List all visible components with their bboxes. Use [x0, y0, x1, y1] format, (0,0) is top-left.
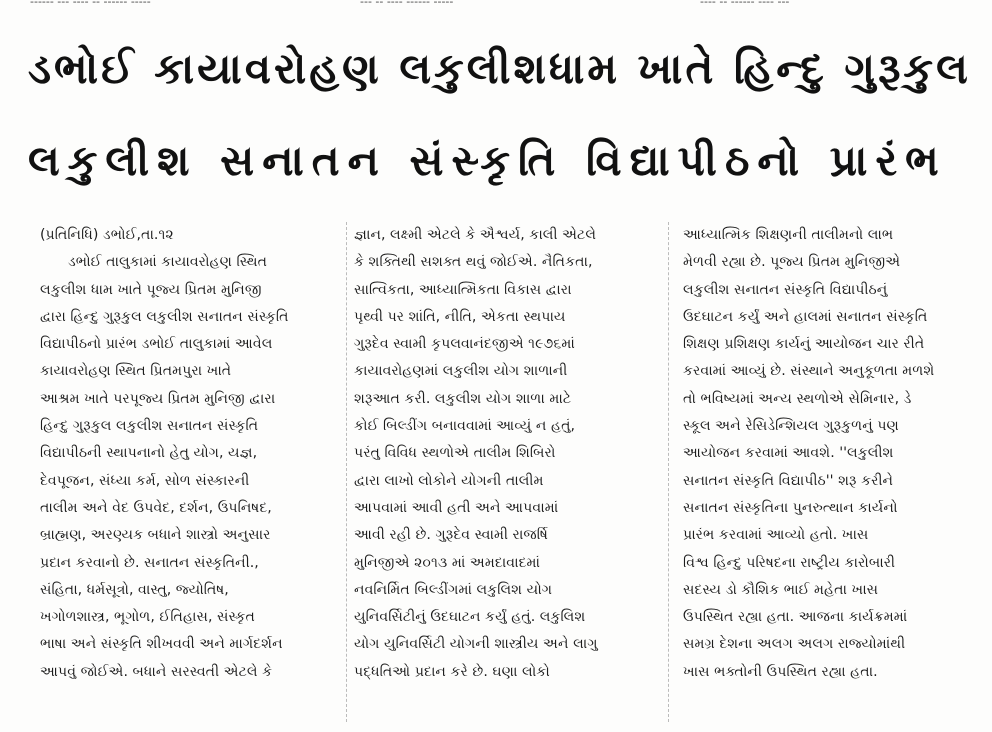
column-2-line: પરંતુ વિવિધ સ્થળોએ તાલીમ શિબિરો [354, 445, 556, 462]
column-1-line: બ્રાહ્મણ, અરણ્યક બધાને શાસ્ત્રો અનુસાર [40, 527, 271, 544]
column-3-line: ઉપસ્થિત રહ્યા હતા. આજના કાર્યક્રમમાં [683, 609, 908, 626]
column-1-line: દેવપૂજન, સંધ્યા કર્મ, સોળ સંસ્કારની [40, 472, 250, 489]
column-3-line: પ્રારંભ કરવામાં આવ્યો હતો. ખાસ [683, 527, 869, 544]
cropped-previous-article-strip: ------ --- ---- -- ------ ----- --- -- ---- ------ ----- ---- -- ------ ---- --- [30, 0, 790, 8]
column-1-line: પ્રદાન કરવાનો છે. સનાતન સંસ્કૃતિની., [40, 554, 259, 571]
column-3-line: શિક્ષણ પ્રશિક્ષણ કાર્યનું આયોજન ચાર રીતે [683, 336, 925, 353]
column-1-line: હિન્દુ ગુરૂકુલ લકુલીશ સનાતન સંસ્કૃતિ [40, 418, 259, 435]
column-2-line: પદ્ધતિઓ પ્રદાન કરે છે. ઘણા લોકો [354, 663, 550, 680]
column-1-line: ભાષા અને સંસ્કૃતિ શીખવવી અને માર્ગદર્શન [40, 636, 283, 653]
column-2-line: દ્વારા લાખો લોકોને યોગની તાલીમ [354, 472, 544, 489]
column-2-line: જ્ઞાન, લક્ષ્મી એટલે કે ઐશ્વર્ય, કાલી એટલે [354, 227, 597, 243]
article-column-3 [683, 222, 968, 686]
article-column-1 [40, 222, 336, 686]
column-divider [346, 222, 347, 722]
column-2-line: કાયાવરોહણમાં લકુલીશ યોગ શાળાની [354, 363, 568, 380]
article-column-2 [354, 222, 654, 686]
column-3-line: સમગ્ર દેશના અલગ અલગ રાજ્યોમાંથી [683, 636, 906, 653]
column-1-line: તાલીમ અને વેદ ઉપવેદ, દર્શન, ઉપનિષદ, [40, 499, 272, 516]
column-2-line: સાત્વિકતા, આધ્યાત્મિકતા વિકાસ દ્વારા [354, 281, 572, 298]
dateline: ડભોઈ,તા.૧૨ [102, 227, 174, 243]
column-2-line: કોઈ બિલ્ડીંગ બનાવવામાં આવ્યું ન હતું, [354, 418, 576, 435]
column-3-line: સનાતન સંસ્કૃતિના પુનરુત્થાન કાર્યનો [683, 499, 898, 516]
column-3-line: સ્કૂલ અને રેસિડેન્શિયલ ગુરૂકુળનું પણ [683, 418, 899, 435]
column-3-line: વિશ્વ હિન્દુ પરિષદના રાષ્ટ્રીય કારોબારી [683, 554, 896, 571]
column-1-line: કાયાવરોહણ સ્થિત પ્રિતમપુરા ખાતે [40, 363, 232, 380]
column-1-line: ડભોઈ તાલુકામાં કાયાવરોહણ સ્થિત [68, 254, 268, 271]
column-3-line: ઉદઘાટન કર્યું અને હાલમાં સનાતન સંસ્કૃતિ [683, 308, 928, 325]
byline [40, 222, 336, 249]
column-2-line: આપવામાં આવી હતી અને આપવામાં [354, 499, 559, 516]
column-3-line: ખાસ ભક્તોની ઉપસ્થિત રહ્યા હતા. [683, 663, 878, 680]
column-2-line: શરૂઆત કરી. લકુલીશ યોગ શાળા માટે [354, 390, 572, 407]
column-2-line: યોગ યુનિવર્સિટી યોગની શાસ્ત્રીય અને લાગુ [354, 636, 598, 653]
column-2-line: નવનિર્મિત બિલ્ડીંગમાં લકુલિશ યોગ [354, 581, 553, 598]
column-2-line: કે શક્તિથી સશક્ત થવું જોઈએ. નૈતિકતા, [354, 254, 593, 271]
column-3-line: સનાતન સંસ્કૃતિ વિદ્યાપીઠ'' શરૂ કરીને [683, 472, 894, 489]
column-2-line: મુનિજીએ ૨૦૧૩ માં અમદાવાદમાં [354, 554, 541, 571]
column-1-line: વિદ્યાપીઠની સ્થાપનાનો હેતુ યોગ, યજ્ઞ, [40, 445, 258, 462]
column-1-line: ખગોળશાસ્ત્ર, ભૂગોળ, ઈતિહાસ, સંસ્કૃત [40, 609, 255, 626]
column-3-line: લકુલીશ સનાતન સંસ્કૃતિ વિદ્યાપીઠનું [683, 281, 888, 298]
column-1-line: આપવું જોઈએ. બધાને સરસ્વતી એટલે કે [40, 663, 273, 680]
headline-line-1: ડભોઈ કાયાવરોહણ લકુલીશધામ ખાતે હિન્દુ ગુરૂકુલ [28, 44, 971, 93]
column-3-line: કરવામાં આવ્યું છે. સંસ્થાને અનુકૂળતા મળશે [683, 363, 935, 380]
headline-line-2: લકુલીશ સનાતન સંસ્કૃતિ વિદ્યાપીઠનો પ્રારંભ [28, 136, 947, 185]
column-2-line: યુનિવર્સિટીનું ઉદઘાટન કર્યું હતું. લકુલિશ [354, 609, 586, 626]
column-3-line: આયોજન કરવામાં આવશે. ''લકુલીશ [683, 445, 894, 462]
column-3-line: સદસ્ય ડો કૌશિક ભાઈ મહેતા ખાસ [683, 581, 879, 598]
column-3-line: આધ્યાત્મિક શિક્ષણની તાલીમનો લાભ [683, 227, 894, 243]
column-1-line: વિદ્યાપીઠનો પ્રારંભ ડભોઈ તાલુકામાં આવેલ [40, 336, 273, 353]
column-divider [668, 222, 669, 722]
column-1-line: સંહિતા, ધર્મસૂત્રો, વાસ્તુ, જ્યોતિષ, [40, 581, 229, 598]
column-1-line: દ્વારા હિન્દુ ગુરૂકુલ લકુલીશ સનાતન સંસ્કૃતિ [40, 308, 289, 325]
column-1-line: આશ્રમ ખાતે પરપૂજ્ય પ્રિતમ મુનિજી દ્વારા [40, 390, 276, 407]
column-1-line: લકુલીશ ધામ ખાતે પૂજ્ય પ્રિતમ મુનિજી [40, 281, 262, 298]
column-3-line: તો ભવિષ્યમાં અન્ય સ્થળોએ સેમિનાર, ડે [683, 390, 912, 407]
column-2-line: આવી રહી છે. ગુરૂદેવ સ્વામી રાજર્ષિ [354, 527, 548, 544]
reporter-credit: (પ્રતિનિધિ) [40, 227, 99, 243]
column-2-line: ગુરૂદેવ સ્વામી કૃપલવાનંદજીએ ૧૯૭૬માં [354, 336, 575, 353]
column-2-line: પૃથ્વી પર શાંતિ, નીતિ, એકતા સ્થપાય [354, 308, 566, 325]
column-3-line: મેળવી રહ્યા છે. પૂજ્ય પ્રિતમ મુનિજીએ [683, 254, 901, 271]
